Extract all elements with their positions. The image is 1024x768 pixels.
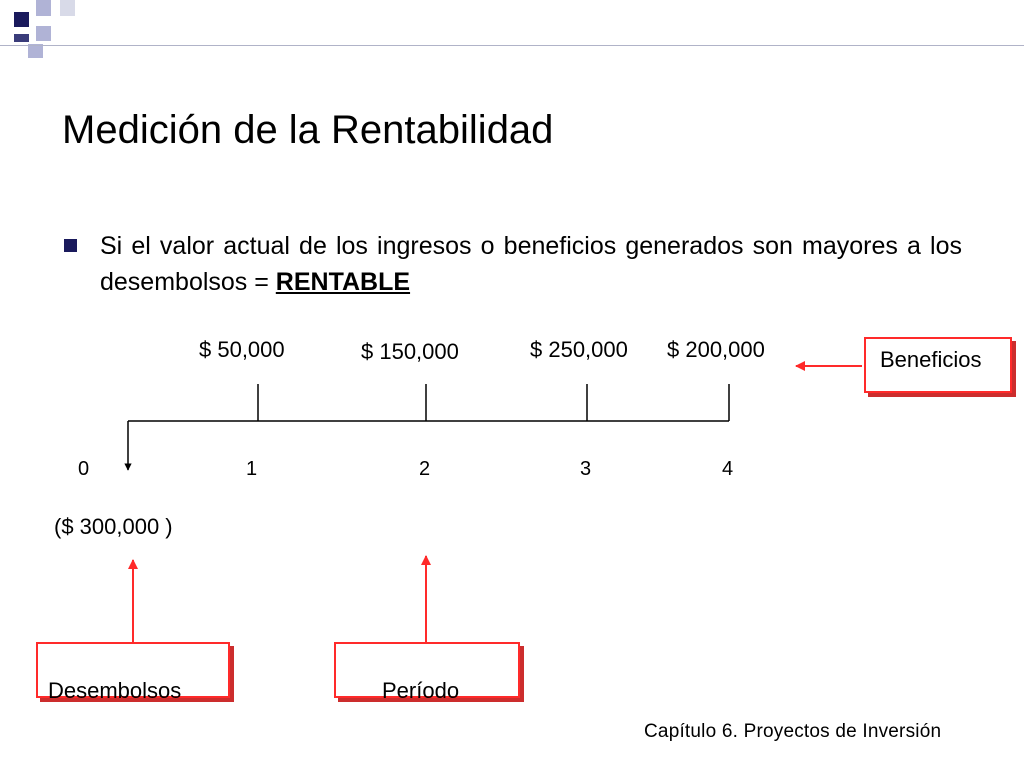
period-label-1: 1: [246, 458, 258, 480]
slide-title: Medición de la Rentabilidad: [62, 108, 554, 152]
period-label-3: 3: [580, 458, 592, 480]
footer-chapter: Capítulo 6. Proyectos de Inversión: [644, 721, 942, 742]
inflow-amount-3: $ 250,000: [530, 337, 628, 362]
inflow-amount-4: $ 200,000: [667, 337, 765, 362]
inflow-amount-2: $ 150,000: [361, 339, 459, 364]
period-callout-label: Período: [382, 678, 460, 703]
outlays-callout: [36, 642, 230, 703]
bullet-emphasis: RENTABLE: [275, 268, 411, 296]
bullet-sentence: Si el valor actual de los ingresos o beneficios generados son mayores a los desembolsos =: [100, 232, 962, 296]
period-label-4: 4: [722, 458, 734, 480]
benefits-callout-label: Beneficios: [880, 347, 982, 372]
outflow-amount: ($ 300,000 ): [54, 514, 173, 539]
period-label-2: 2: [419, 458, 431, 480]
period-label-0: 0: [78, 458, 90, 480]
period-callout: [334, 642, 520, 703]
benefits-callout: [864, 337, 1012, 393]
outlays-callout-label: Desembolsos: [48, 678, 182, 703]
inflow-amount-1: $ 50,000: [199, 337, 285, 362]
